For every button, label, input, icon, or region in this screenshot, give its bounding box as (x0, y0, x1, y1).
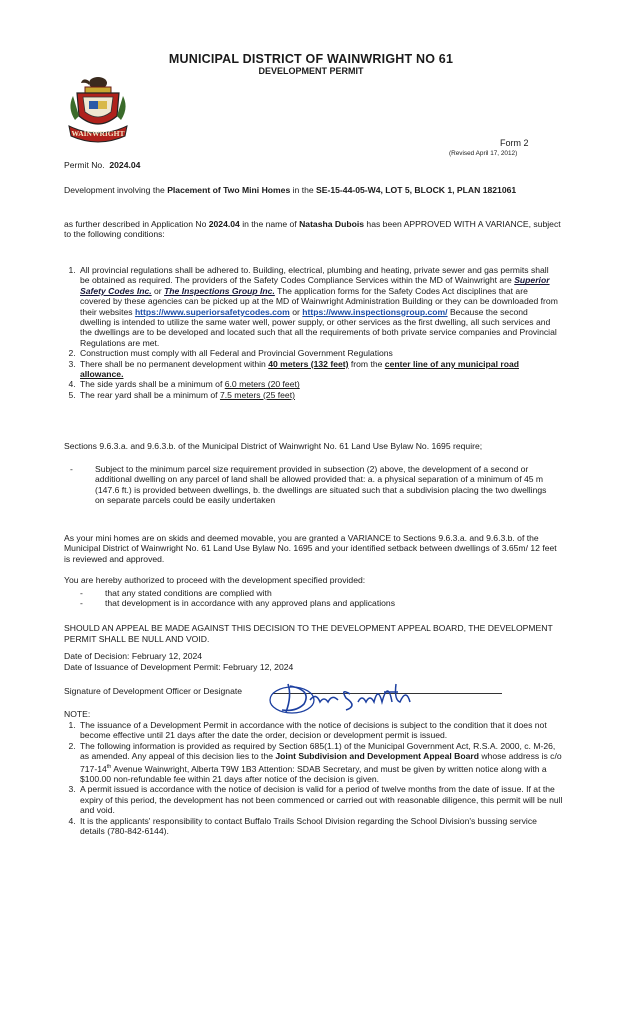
note-3: 3. A permit issued is accordance with the notice of decision is valid for a period of twelve months from the date of issue. If at the expiry of this period, the development has not been commenced or carried out with reasonable diligence, this permit will be null and void. (78, 784, 564, 815)
provider-link-superior[interactable]: Superior Safety Codes Inc. (80, 275, 550, 296)
authorization-item: - that any stated conditions are complied with (80, 588, 560, 598)
provider-link-inspections-group[interactable]: The Inspections Group Inc. (164, 285, 275, 296)
appeal-board-name: Joint Subdivision and Development Appeal Board (275, 751, 479, 762)
permit-number-line (64, 160, 140, 170)
approval-statement: as further described in Application No 2024.04 in the name of Natasha Dubois has been APPROVED WITH A VARIANCE, subject to the following conditions: (64, 219, 561, 240)
bylaw-item: - Subject to the minimum parcel size requirement provided in subsection (2) above, the development of a second or additional dwelling on any parcel of land shall be allowed provided that: a. a physical separation of a minimum of 45 m (147.6 ft.) is provided between dwellings, b. the dwellings are situated such that a subdivision placing the two dwellings on separate parcels could be easily undertaken (70, 464, 547, 506)
permit-label: Permit No. (64, 160, 105, 170)
permit-number: 2024.04 (109, 160, 141, 170)
municipal-crest-logo (63, 74, 133, 150)
logo-text: WAINWRIGHT (71, 129, 125, 138)
condition-1: 1. All provincial regulations shall be adhered to. Building, electrical, plumbing and heating, private sewer and gas permits shall be obtained as required. The providers of the Safety Codes Compliance Services within the MD of Wainwright are Superior Safety Codes Inc. or The Inspections Group Inc. The application forms for the Safety Codes Act disciplines that are covered by these agencies can be picked up at the MD of Wainwright Administration Building or they can be downloaded from their websites https://www.superiorsafetycodes.com or https://www.inspectionsgroup.com/ Because the second dwelling is intended to utilize the same water well, power supply, or other services as the first dwelling, all such services and the dwellings are to be developed and located such that all the requirements of both private service companies and Provincial Regulations are met. (78, 265, 560, 348)
note-heading: NOTE: (64, 709, 91, 719)
website-link-inspections[interactable]: https://www.inspectionsgroup.com/ (302, 306, 448, 317)
authorization-intro: You are hereby authorized to proceed with the development specified provided: (64, 575, 366, 585)
development-location: SE-15-44-05-W4, LOT 5, BLOCK 1, PLAN 1821061 (316, 185, 517, 195)
page-title: MUNICIPAL DISTRICT OF WAINWRIGHT NO 61 (168, 52, 454, 66)
application-number: 2024.04 (208, 219, 240, 229)
authorization-item: - that development is in accordance with any approved plans and applications (80, 598, 560, 608)
development-description: Development involving the Placement of Two Mini Homes in the SE-15-44-05-W4, LOT 5, BLOCK 1, PLAN 1821061 (64, 185, 517, 195)
conditions-list (64, 265, 560, 400)
website-link-superior[interactable]: https://www.superiorsafetycodes.com (134, 306, 290, 317)
issuance-date: Date of Issuance of Development Permit: February 12, 2024 (64, 662, 294, 672)
condition-4: 4. The side yards shall be a minimum of 6.0 meters (20 feet) (78, 379, 560, 389)
bylaw-intro: Sections 9.6.3.a. and 9.6.3.b. of the Municipal District of Wainwright No. 61 Land Use Bylaw No. 1695 require; (64, 441, 483, 451)
decision-date: Date of Decision: February 12, 2024 (64, 651, 203, 661)
handwritten-signature (266, 676, 426, 716)
signature-label: Signature of Development Officer or Designate (64, 686, 243, 696)
condition-5: 5. The rear yard shall be a minimum of 7.5 meters (25 feet) (78, 390, 560, 400)
appeal-warning: SHOULD AN APPEAL BE MADE AGAINST THIS DECISION TO THE DEVELOPMENT APPEAL BOARD, THE DEVELOPMENT PERMIT SHALL BE NULL AND VOID. (64, 623, 553, 644)
condition-2: 2. Construction must comply with all Federal and Provincial Government Regulations (78, 348, 560, 358)
notes-list (64, 720, 564, 836)
note-4: 4. It is the applicants' responsibility to contact Buffalo Trails School Division regarding the School Division's bussing service details (780-842-6144). (78, 816, 564, 837)
note-1: 1. The issuance of a Development Permit in accordance with the notice of decisions is subject to the condition that it does not become effective until 21 days after the date the order, decision or development permit is issued. (78, 720, 564, 741)
applicant-name: Natasha Dubois (299, 219, 365, 229)
form-number: Form 2 (500, 138, 529, 148)
variance-statement: As your mini homes are on skids and deemed movable, you are granted a VARIANCE to Sections 9.6.3.a. and 9.6.3.b. of the Municipal District of Wainwright No. 61 Land Use Bylaw No. 1695 and your identified setback between dwellings of 3.65m/ 12 feet is reviewed and approved. (64, 533, 557, 564)
authorization-list (80, 588, 560, 609)
revised-date: (Revised April 17, 2012) (449, 150, 518, 157)
page-subtitle: DEVELOPMENT PERMIT (258, 66, 364, 76)
development-type: Placement of Two Mini Homes (167, 185, 291, 195)
condition-3: 3. There shall be no permanent development within 40 meters (132 feet) from the center line of any municipal road allowance. (78, 359, 560, 380)
note-2: 2. The following information is provided as required by Section 685(1.1) of the Municipal Government Act, R.S.A. 2000, c. M-26, as amended. Any appeal of this decision lies to the Joint Subdivision and Development Appeal Board whose address is c/o 717-14th Avenue Wainwright, Alberta T9W 1B3 Attention: SDAB Secretary, and must be given by written notice along with a $100.00 non-refundable fee within 21 days after notice of the decision is given. (78, 741, 564, 784)
